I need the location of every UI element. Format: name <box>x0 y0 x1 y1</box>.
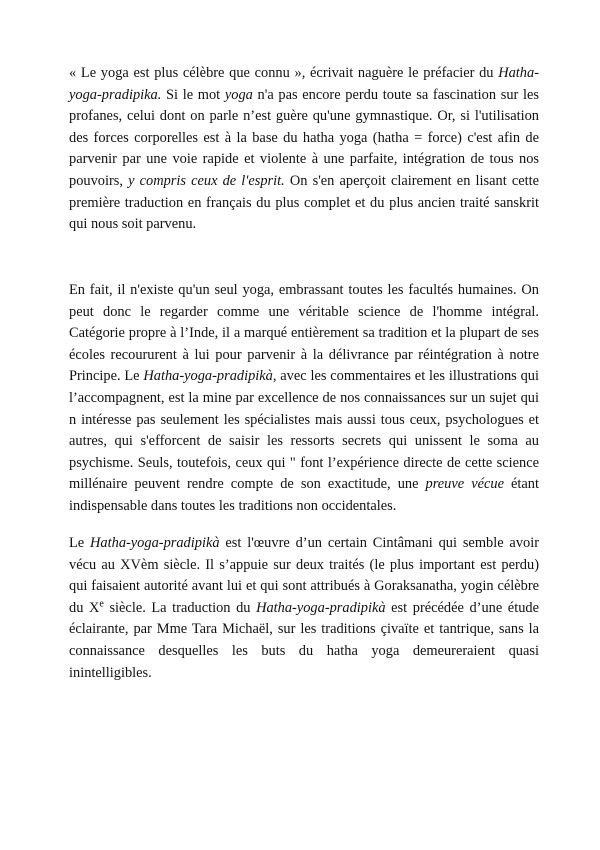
century-superscript: e <box>99 598 104 610</box>
p3-title-italic: Hatha-yoga-pradipikà <box>90 535 220 551</box>
p3-title-italic: Hatha-yoga-pradipikà <box>256 599 386 616</box>
paragraph-2 <box>69 280 539 518</box>
p3-segment: Le <box>69 535 91 551</box>
p2-preuve-italic: preuve vécue <box>425 476 504 493</box>
p3-segment: siècle. La traduction du <box>103 599 257 616</box>
p1-segment: Si le mot <box>161 86 225 103</box>
p1-title-italic: Hatha-yoga-pradipika. <box>69 65 539 103</box>
p3-segment: est l'œuvre d’un certain Cintâmani qui semble avoir vécu au XVèm siècle. Il s’appuie sur deux traités (le plus important est perdu) qui faisaient autorité avant lui et qui sont attribués à Goraksanatha, yogin célèbre du X <box>69 535 540 616</box>
p1-segment: n'a pas encore perdu toute sa fascination sur les profanes, celui dont on parle n’est guère qu'une gymnastique. Or, si l'utilisation des forces corporelles est à la base du hatha yoga (hatha = force) c'est afin de parvenir par une voie rapide et violente à une parfaite, intégration de tous nos pouvoirs, <box>69 86 539 189</box>
p1-segment: On s'en aperçoit clairement en lisant cette première traduction en français du plus complet et du plus ancien traité sanskrit qui nous soit parvenu. <box>69 172 539 233</box>
paragraph-1 <box>69 63 539 236</box>
p3-segment: est précédée d’une étude éclairante, par Mme Tara Michaël, sur les traditions çivaïte et tantrique, sans la connaissance desquelles les buts du hatha yoga demeureraient quasi inintelligibles. <box>69 599 539 681</box>
p1-yoga-italic: yoga <box>224 86 253 103</box>
p2-segment: étant indispensable dans toutes les traditions non occidentales. <box>69 476 539 514</box>
p2-segment: avec les commentaires et les illustrations qui l’accompagnent, est la mine par excellence de nos connaissances sur un sujet qui n intéresse pas seulement les spécialistes mais aussi tous ceux, psychologues et autres, qui s'efforcent de saisir les ressorts secrets qui unissent le soma au psychisme. Seuls, toutefois, ceux qui " font l’expérience directe de cette science millénaire peuvent rendre compte de son exactitude, une <box>69 368 539 493</box>
p2-segment: En fait, il n'existe qu'un seul yoga, embrassant toutes les facultés humaines. On peut donc le regarder comme une véritable science de l'homme intégral. Catégorie propre à l’Inde, il a marqué entièrement sa tradition et la plupart de ses écoles recoururent à lui pour parvenir à la délivrance par réintégration à notre Principe. Le <box>69 282 539 385</box>
paragraph-3 <box>69 533 539 684</box>
p2-title-italic: Hatha-yoga-pradipikà, <box>143 368 277 385</box>
p1-segment: « Le yoga est plus célèbre que connu », écrivait naguère le préfacier du <box>69 65 499 81</box>
p1-esprit-italic: y compris ceux de l'esprit. <box>128 172 285 189</box>
